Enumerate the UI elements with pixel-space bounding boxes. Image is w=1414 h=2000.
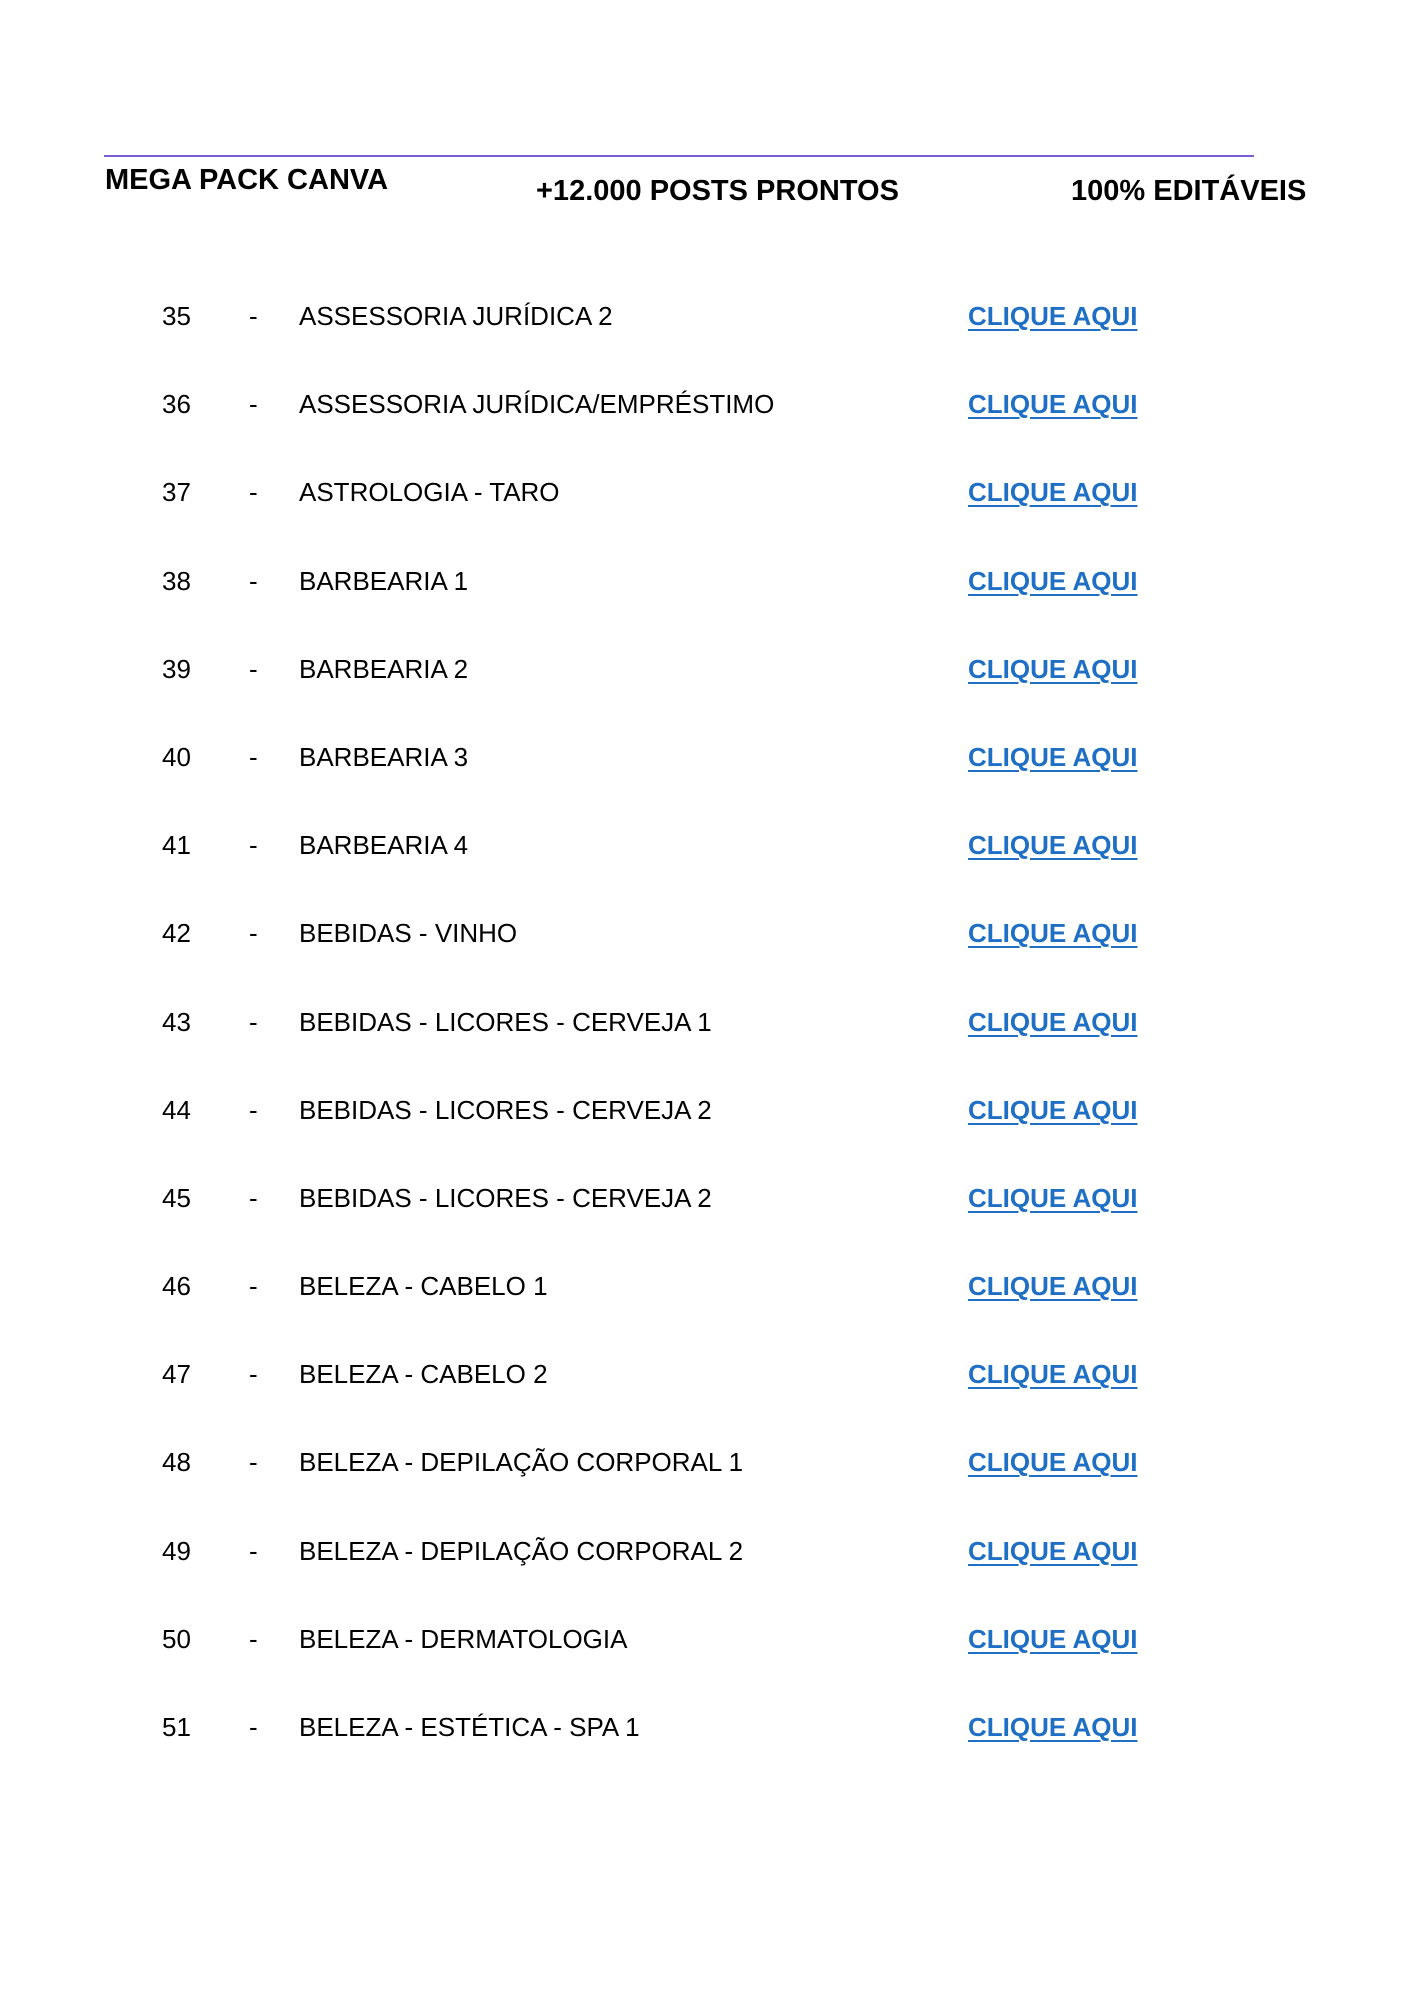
item-name: BARBEARIA 1 bbox=[299, 565, 469, 596]
item-separator: - bbox=[249, 1359, 258, 1390]
header-title: MEGA PACK CANVA bbox=[105, 164, 389, 196]
item-number: 40 bbox=[162, 741, 191, 772]
clique-aqui-link[interactable]: CLIQUE AQUI bbox=[968, 918, 1138, 949]
item-number: 42 bbox=[162, 918, 191, 949]
item-number: 38 bbox=[162, 565, 191, 596]
clique-aqui-link[interactable]: CLIQUE AQUI bbox=[968, 1535, 1138, 1566]
item-number: 47 bbox=[162, 1359, 191, 1390]
item-name: BEBIDAS - LICORES - CERVEJA 2 bbox=[299, 1182, 712, 1213]
clique-aqui-link[interactable]: CLIQUE AQUI bbox=[968, 1094, 1138, 1125]
list-item bbox=[0, 298, 1414, 386]
item-separator: - bbox=[249, 1182, 258, 1213]
clique-aqui-link[interactable]: CLIQUE AQUI bbox=[968, 477, 1138, 508]
item-name: BELEZA - ESTÉTICA - SPA 1 bbox=[299, 1712, 640, 1742]
header-posts-count: +12.000 POSTS PRONTOS bbox=[536, 175, 899, 207]
item-separator: - bbox=[249, 1535, 258, 1566]
item-separator: - bbox=[249, 830, 258, 861]
clique-aqui-link[interactable]: CLIQUE AQUI bbox=[968, 1623, 1138, 1654]
item-number: 48 bbox=[162, 1447, 191, 1478]
item-separator: - bbox=[249, 389, 258, 420]
list-item bbox=[0, 651, 1414, 739]
clique-aqui-link[interactable]: CLIQUE AQUI bbox=[968, 741, 1138, 772]
item-name: BELEZA - DERMATOLOGIA bbox=[299, 1623, 628, 1654]
list-item bbox=[0, 1533, 1414, 1621]
item-separator: - bbox=[249, 1006, 258, 1037]
list-item bbox=[0, 1180, 1414, 1268]
item-number: 36 bbox=[162, 389, 191, 420]
item-number: 43 bbox=[162, 1006, 191, 1037]
list-item bbox=[0, 474, 1414, 562]
item-number: 45 bbox=[162, 1182, 191, 1213]
item-name: BELEZA - DEPILAÇÃO CORPORAL 1 bbox=[299, 1447, 744, 1478]
item-number: 39 bbox=[162, 653, 191, 684]
item-separator: - bbox=[249, 918, 258, 949]
clique-aqui-link[interactable]: CLIQUE AQUI bbox=[968, 1006, 1138, 1037]
item-separator: - bbox=[249, 1712, 258, 1742]
item-separator: - bbox=[249, 1094, 258, 1125]
clique-aqui-link[interactable]: CLIQUE AQUI bbox=[968, 1712, 1138, 1742]
header-divider bbox=[104, 155, 1254, 157]
item-number: 51 bbox=[162, 1712, 191, 1742]
clique-aqui-link[interactable]: CLIQUE AQUI bbox=[968, 389, 1138, 420]
list-item bbox=[0, 1004, 1414, 1092]
item-separator: - bbox=[249, 653, 258, 684]
item-number: 44 bbox=[162, 1094, 191, 1125]
item-number: 49 bbox=[162, 1535, 191, 1566]
item-number: 41 bbox=[162, 830, 191, 861]
header-editable: 100% EDITÁVEIS bbox=[1071, 175, 1307, 207]
list-item bbox=[0, 386, 1414, 474]
item-name: BARBEARIA 2 bbox=[299, 653, 469, 684]
item-number: 35 bbox=[162, 301, 191, 331]
item-name: ASSESSORIA JURÍDICA/EMPRÉSTIMO bbox=[299, 389, 775, 420]
clique-aqui-link[interactable]: CLIQUE AQUI bbox=[968, 301, 1138, 331]
item-name: BEBIDAS - LICORES - CERVEJA 2 bbox=[299, 1094, 712, 1125]
clique-aqui-link[interactable]: CLIQUE AQUI bbox=[968, 653, 1138, 684]
list-item bbox=[0, 1268, 1414, 1356]
item-separator: - bbox=[249, 477, 258, 508]
item-name: BEBIDAS - LICORES - CERVEJA 1 bbox=[299, 1006, 712, 1037]
list-item bbox=[0, 563, 1414, 651]
item-name: BELEZA - DEPILAÇÃO CORPORAL 2 bbox=[299, 1535, 744, 1566]
list-item bbox=[0, 1621, 1414, 1709]
list-item bbox=[0, 1444, 1414, 1532]
item-separator: - bbox=[249, 1447, 258, 1478]
item-list bbox=[0, 298, 1414, 1797]
list-item bbox=[0, 1356, 1414, 1444]
item-name: BEBIDAS - VINHO bbox=[299, 918, 518, 949]
item-name: BELEZA - CABELO 1 bbox=[299, 1271, 548, 1302]
item-number: 37 bbox=[162, 477, 191, 508]
item-separator: - bbox=[249, 301, 258, 331]
list-item bbox=[0, 1709, 1414, 1797]
clique-aqui-link[interactable]: CLIQUE AQUI bbox=[968, 565, 1138, 596]
clique-aqui-link[interactable]: CLIQUE AQUI bbox=[968, 1359, 1138, 1390]
list-item bbox=[0, 827, 1414, 915]
clique-aqui-link[interactable]: CLIQUE AQUI bbox=[968, 1182, 1138, 1213]
item-name: ASSESSORIA JURÍDICA 2 bbox=[299, 301, 613, 331]
item-separator: - bbox=[249, 741, 258, 772]
item-name: ASTROLOGIA - TARO bbox=[299, 477, 560, 508]
item-number: 50 bbox=[162, 1623, 191, 1654]
item-name: BELEZA - CABELO 2 bbox=[299, 1359, 548, 1390]
clique-aqui-link[interactable]: CLIQUE AQUI bbox=[968, 1271, 1138, 1302]
list-item bbox=[0, 915, 1414, 1003]
item-separator: - bbox=[249, 1623, 258, 1654]
list-item bbox=[0, 739, 1414, 827]
item-number: 46 bbox=[162, 1271, 191, 1302]
clique-aqui-link[interactable]: CLIQUE AQUI bbox=[968, 830, 1138, 861]
list-item bbox=[0, 1092, 1414, 1180]
item-name: BARBEARIA 4 bbox=[299, 830, 469, 861]
item-separator: - bbox=[249, 1271, 258, 1302]
item-name: BARBEARIA 3 bbox=[299, 741, 469, 772]
item-separator: - bbox=[249, 565, 258, 596]
clique-aqui-link[interactable]: CLIQUE AQUI bbox=[968, 1447, 1138, 1478]
